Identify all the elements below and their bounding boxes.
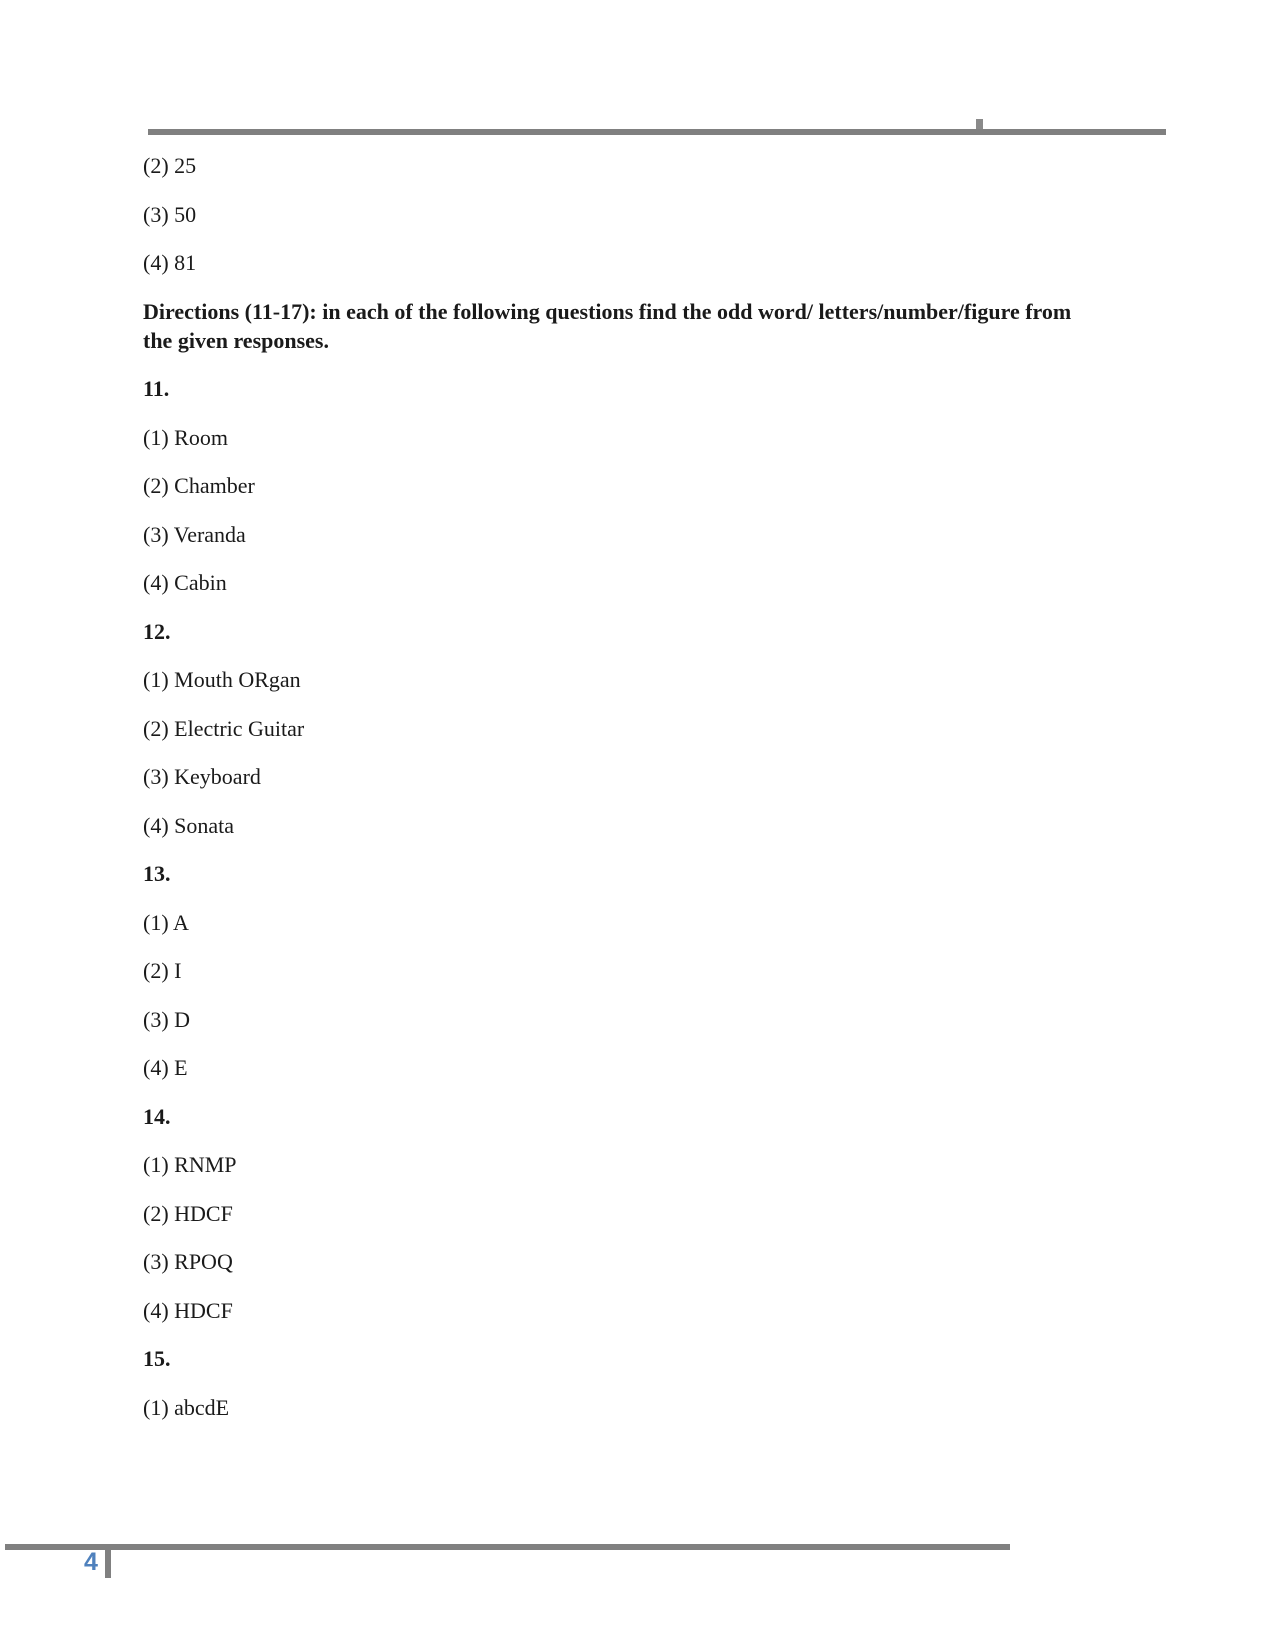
question-number-15: 15.	[143, 1346, 171, 1371]
answer-option: (3) 50	[143, 201, 197, 227]
answer-option: (1) RNMP	[143, 1152, 237, 1177]
page-number: 4	[84, 1548, 98, 1576]
answer-option: (3) RPOQ	[143, 1249, 233, 1274]
question-number-12: 12.	[143, 618, 171, 644]
answer-option: (2) Chamber	[143, 473, 255, 498]
answer-option: (3) Veranda	[143, 521, 246, 547]
question-number-14: 14.	[143, 1103, 171, 1129]
answer-option: (4) Sonata	[143, 812, 235, 838]
answer-option: (4) E	[143, 1055, 188, 1080]
footer-divider	[5, 1544, 1010, 1550]
answer-option: (2) I	[143, 958, 182, 983]
question-number-13: 13.	[143, 861, 171, 886]
answer-option: (3) D	[143, 1006, 191, 1032]
question-number-11: 11.	[143, 376, 170, 401]
directions-text: Directions (11-17): in each of the following questions find the odd word/ letters/number/figure from the given responses.	[143, 298, 1077, 353]
answer-option: (1) Room	[143, 424, 228, 450]
page-content	[143, 151, 1153, 1441]
answer-option: (4) Cabin	[143, 570, 227, 595]
footer-vertical-bar	[105, 1544, 111, 1578]
answer-option: (4) 81	[143, 250, 197, 275]
answer-option: (1) Mouth ORgan	[143, 667, 301, 692]
header-tick-mark	[976, 119, 983, 129]
answer-option: (1) A	[143, 909, 189, 935]
answer-option: (2) HDCF	[143, 1200, 233, 1226]
answer-option: (1) abcdE	[143, 1394, 230, 1420]
header-divider	[148, 129, 1166, 135]
answer-option: (3) Keyboard	[143, 764, 261, 789]
answer-option: (2) 25	[143, 153, 197, 178]
answer-option: (2) Electric Guitar	[143, 715, 305, 741]
answer-option: (4) HDCF	[143, 1297, 233, 1323]
